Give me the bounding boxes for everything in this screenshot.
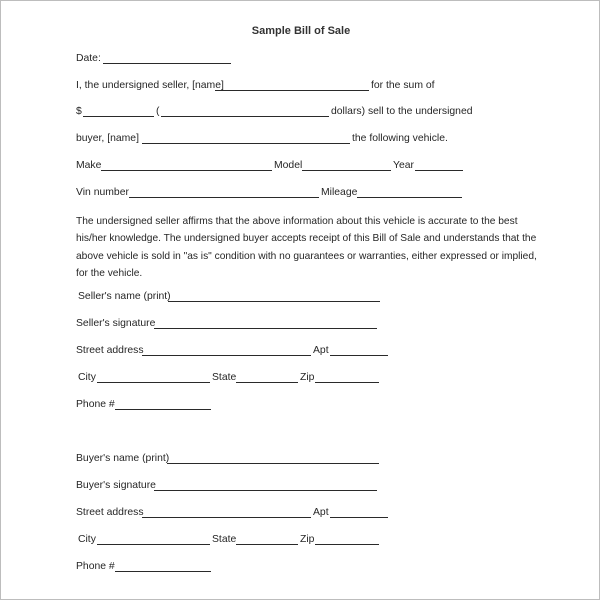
date-row xyxy=(1,52,600,66)
buyer-phone-field[interactable] xyxy=(115,571,211,572)
buyer-phone-row xyxy=(1,560,600,574)
seller-signature-row xyxy=(1,317,600,331)
seller-signature-field[interactable] xyxy=(154,328,377,329)
seller-state-field[interactable] xyxy=(236,382,298,383)
dollars-sell-text: dollars) sell to the undersigned xyxy=(331,106,473,117)
buyer-signature-field[interactable] xyxy=(154,490,377,491)
seller-name-print-label: Seller's name (print) xyxy=(78,291,171,302)
paragraph-line: above vehicle is sold in "as is" condition with no guarantees or warranties, either expressed or implied, xyxy=(76,250,537,262)
buyer-city-row xyxy=(1,533,600,547)
seller-street-field[interactable] xyxy=(142,355,311,356)
model-field[interactable] xyxy=(302,170,391,171)
amount-numeric-field[interactable] xyxy=(83,116,154,117)
seller-street-label: Street address xyxy=(76,345,144,356)
seller-apt-label: Apt xyxy=(313,345,329,356)
vin-row xyxy=(1,186,600,200)
seller-city-label: City xyxy=(78,372,96,383)
seller-intro-row xyxy=(1,79,600,93)
mileage-field[interactable] xyxy=(357,197,462,198)
seller-phone-label: Phone # xyxy=(76,399,115,410)
seller-street-row xyxy=(1,344,600,358)
buyer-state-label: State xyxy=(212,534,237,545)
buyer-apt-field[interactable] xyxy=(330,517,388,518)
paragraph-line: for the vehicle. xyxy=(76,268,143,280)
model-label: Model xyxy=(274,160,303,171)
buyer-intro-row xyxy=(1,132,600,146)
seller-name-row xyxy=(1,290,600,304)
affirmation-paragraph xyxy=(76,213,537,283)
buyer-city-field[interactable] xyxy=(97,544,210,545)
buyer-name-print-field[interactable] xyxy=(167,463,379,464)
open-paren: ( xyxy=(156,106,160,117)
seller-name-field[interactable] xyxy=(215,90,369,91)
buyer-name-print-label: Buyer's name (print) xyxy=(76,453,170,464)
buyer-intro-text: buyer, [name] xyxy=(76,133,139,144)
document-title: Sample Bill of Sale xyxy=(251,25,351,37)
buyer-city-label: City xyxy=(78,534,96,545)
buyer-name-row xyxy=(1,452,600,466)
seller-state-label: State xyxy=(212,372,237,383)
buyer-zip-field[interactable] xyxy=(315,544,379,545)
date-field[interactable] xyxy=(103,63,231,64)
make-field[interactable] xyxy=(101,170,272,171)
buyer-signature-row xyxy=(1,479,600,493)
dollar-sign: $ xyxy=(76,106,82,117)
buyer-name-field[interactable] xyxy=(142,143,350,144)
following-vehicle-text: the following vehicle. xyxy=(352,133,448,144)
buyer-apt-label: Apt xyxy=(313,507,329,518)
vin-label: Vin number xyxy=(76,187,129,198)
buyer-state-field[interactable] xyxy=(236,544,298,545)
for-sum-text: for the sum of xyxy=(371,80,435,91)
vin-field[interactable] xyxy=(129,197,319,198)
year-field[interactable] xyxy=(415,170,463,171)
seller-intro-text: I, the undersigned seller, [name] xyxy=(76,80,224,91)
year-label: Year xyxy=(393,160,414,171)
seller-apt-field[interactable] xyxy=(330,355,388,356)
buyer-street-row xyxy=(1,506,600,520)
seller-phone-field[interactable] xyxy=(115,409,211,410)
seller-signature-label: Seller's signature xyxy=(76,318,156,329)
mileage-label: Mileage xyxy=(321,187,358,198)
seller-name-print-field[interactable] xyxy=(168,301,380,302)
date-label: Date: xyxy=(76,53,101,64)
paragraph-line: his/her knowledge. The undersigned buyer accepts receipt of this Bill of Sale and understands that the xyxy=(76,233,537,245)
amount-row xyxy=(1,105,600,119)
buyer-street-field[interactable] xyxy=(142,517,311,518)
seller-city-field[interactable] xyxy=(97,382,210,383)
amount-words-field[interactable] xyxy=(161,116,329,117)
seller-city-row xyxy=(1,371,600,385)
buyer-phone-label: Phone # xyxy=(76,561,115,572)
make-label: Make xyxy=(76,160,102,171)
paragraph-line: The undersigned seller affirms that the above information about this vehicle is accurate to the best xyxy=(76,216,518,227)
buyer-street-label: Street address xyxy=(76,507,144,518)
buyer-zip-label: Zip xyxy=(300,534,315,545)
buyer-signature-label: Buyer's signature xyxy=(76,480,156,491)
vehicle-row xyxy=(1,159,600,173)
seller-zip-field[interactable] xyxy=(315,382,379,383)
seller-phone-row xyxy=(1,398,600,412)
seller-zip-label: Zip xyxy=(300,372,315,383)
